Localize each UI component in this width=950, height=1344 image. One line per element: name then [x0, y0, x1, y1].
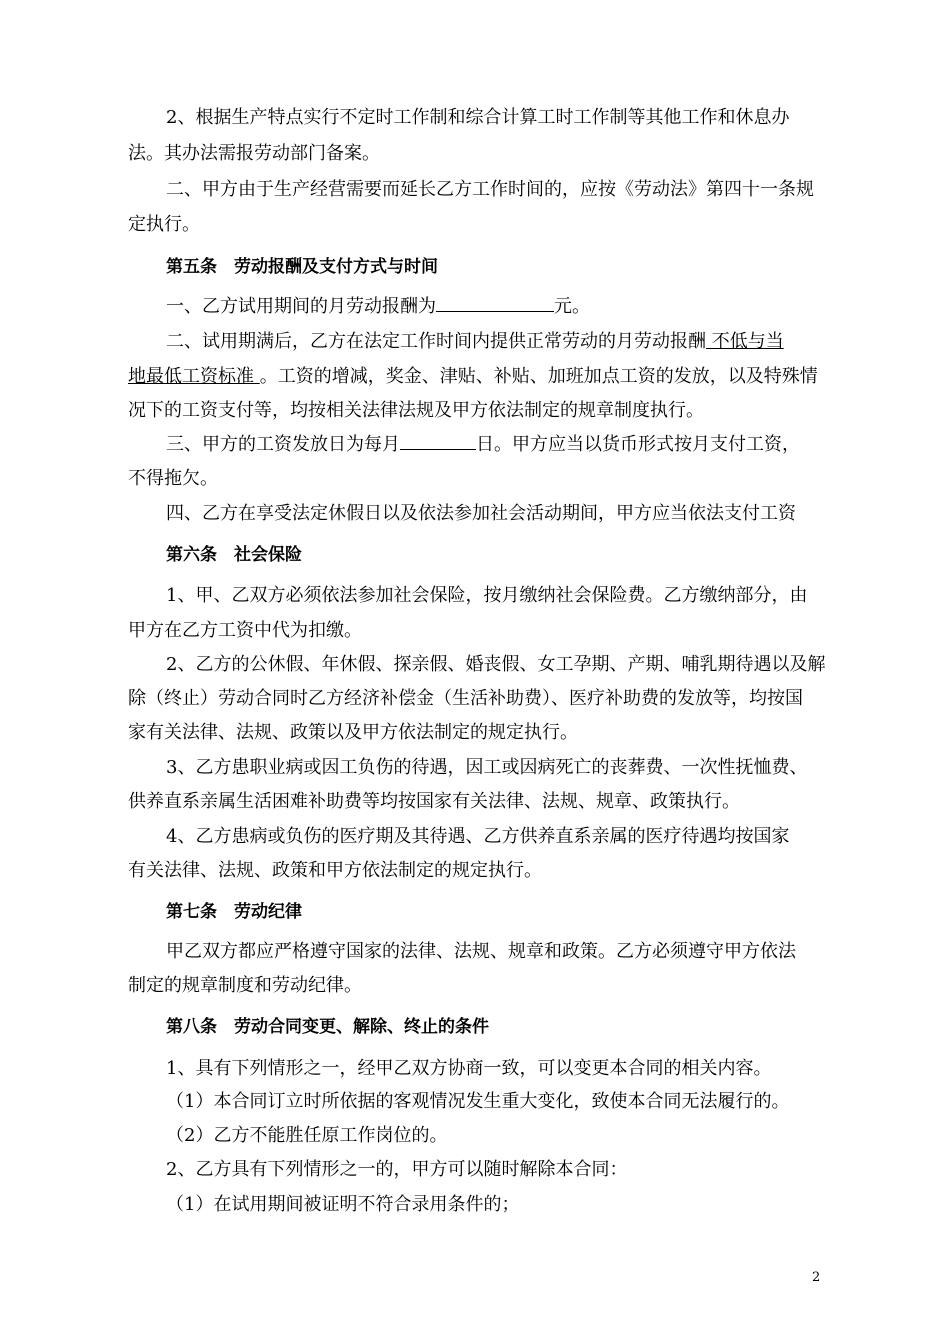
paragraph-line: [128, 293, 866, 321]
underlined-text: 不低与当: [706, 331, 784, 352]
line-text: 三、甲方的工资发放日为每月: [166, 434, 400, 455]
paragraph-line: 2、根据生产特点实行不定时工作制和综合计算工时工作制等其他工作和休息办: [166, 107, 790, 128]
line-text: 一、乙方试用期间的月劳动报酬为: [166, 296, 436, 317]
line-text: 。工资的增减，奖金、津贴、补贴、加班加点工资的发放，以及特殊情: [259, 366, 818, 387]
paragraph-line: [128, 363, 828, 391]
section-heading: 第五条 劳动报酬及支付方式与时间: [166, 257, 438, 277]
paragraph-line: 制定的规章制度和劳动纪律。: [128, 975, 362, 996]
paragraph-line: 1、甲、乙双方必须依法参加社会保险，按月缴纳社会保险费。乙方缴纳部分，由: [166, 585, 808, 606]
paragraph-line: 定执行。: [128, 214, 200, 235]
paragraph-line: 3、乙方患职业病或因工负伤的待遇，因工或因病死亡的丧葬费、一次性抚恤费、: [166, 757, 808, 778]
paragraph-line: 法。其办法需报劳动部门备案。: [128, 143, 380, 164]
paragraph-line: 二、甲方由于生产经营需要而延长乙方工作时间的，应按《劳动法》第四十一条规: [166, 179, 814, 200]
section-heading: 第八条 劳动合同变更、解除、终止的条件: [166, 1017, 489, 1037]
paragraph-line: 四、乙方在享受法定休假日以及依法参加社会活动期间，甲方应当依法支付工资: [166, 503, 796, 524]
paragraph-line: 除（终止）劳动合同时乙方经济补偿金（生活补助费）、医疗补助费的发放等，均按国: [128, 688, 803, 709]
paragraph-line: 不得拖欠。: [128, 468, 218, 489]
section-heading: 第六条 社会保险: [166, 545, 302, 565]
paragraph-line: 家有关法律、法规、政策以及甲方依法制定的规定执行。: [128, 722, 578, 743]
page-number: 2: [812, 1270, 821, 1285]
paragraph-line: 1、具有下列情形之一，经甲乙双方协商一致，可以变更本合同的相关内容。: [166, 1058, 772, 1079]
paragraph-line: 甲方在乙方工资中代为扣缴。: [128, 620, 362, 641]
paragraph-line: （2）乙方不能胜任原工作岗位的。: [166, 1125, 448, 1146]
paragraph-line: 况下的工资支付等，均按相关法律法规及甲方依法制定的规章制度执行。: [128, 400, 704, 421]
paragraph-line: 甲乙双方都应严格遵守国家的法律、法规、规章和政策。乙方必须遵守甲方依法: [166, 941, 796, 962]
underlined-text: 地最低工资标准: [128, 366, 260, 387]
paragraph-line: （1）本合同订立时所依据的客观情况发生重大变化，致使本合同无法履行的。: [166, 1091, 790, 1112]
paragraph-line: 有关法律、法规、政策和甲方依法制定的规定执行。: [128, 860, 542, 881]
paragraph-line: 2、乙方的公休假、年休假、探亲假、婚丧假、女工孕期、产期、哺乳期待遇以及解: [166, 654, 826, 675]
paragraph-line: 供养直系亲属生活困难补助费等均按国家有关法律、法规、规章、政策执行。: [128, 791, 740, 812]
paragraph-line: 2、乙方具有下列情形之一的，甲方可以随时解除本合同：: [166, 1159, 628, 1180]
paragraph-line: 4、乙方患病或负伤的医疗期及其待遇、乙方供养直系亲属的医疗待遇均按国家: [166, 826, 790, 847]
line-text: 二、试用期满后，乙方在法定工作时间内提供正常劳动的月劳动报酬: [166, 331, 706, 352]
line-text: 日。甲方应当以货币形式按月支付工资，: [476, 434, 800, 455]
line-text: 元。: [554, 296, 590, 317]
paragraph-line: （1）在试用期间被证明不符合录用条件的；: [166, 1194, 520, 1215]
paragraph-line: [128, 328, 866, 356]
fill-in-blank: [436, 295, 554, 312]
section-heading: 第七条 劳动纪律: [166, 902, 302, 922]
paragraph-line: [128, 431, 866, 459]
fill-in-blank: [400, 433, 476, 450]
